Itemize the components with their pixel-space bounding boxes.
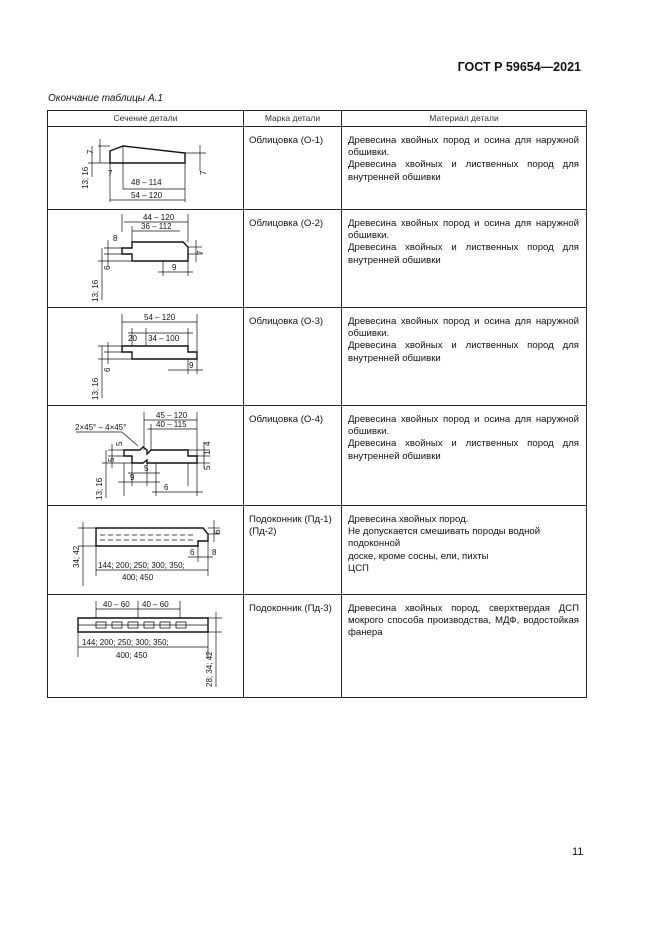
section-drawing-cell: [48, 127, 244, 210]
dim-label: 8: [113, 234, 118, 243]
dim-label: 6: [103, 265, 112, 270]
table-row: [48, 308, 587, 406]
dim-label: 6: [213, 529, 222, 534]
section-drawing-o2: [48, 210, 244, 307]
part-material: [342, 595, 587, 698]
dim-label: 400; 450: [116, 651, 148, 660]
material-line: ЦСП: [348, 562, 369, 574]
part-material: [342, 308, 587, 406]
part-material: [342, 406, 587, 506]
dim-label: 2×45° – 4×45°: [75, 423, 127, 432]
section-drawing-cell: [48, 595, 244, 698]
table-row: [48, 406, 587, 506]
material-line: Древесина хвойных и лиственных пород для внутренней обшивки: [348, 340, 579, 364]
dim-label: 45 – 120: [156, 411, 188, 420]
material-line: Древесина хвойных пород и осина для наружной обшивки.: [348, 135, 579, 159]
dim-label: 9: [130, 473, 135, 482]
material-line: Древесина хвойных и лиственных пород для внутренней обшивки: [348, 242, 579, 266]
dim-label: 54 – 120: [131, 191, 163, 200]
section-drawing-pd1: [48, 506, 244, 594]
material-line: Не допускается смешивать породы водной подоконной: [348, 526, 541, 550]
part-mark: Облицовка (О-2): [244, 210, 342, 308]
dim-label: 54 – 120: [144, 313, 176, 322]
dim-label: 5: [144, 464, 149, 473]
dim-label: 13; 16: [91, 377, 100, 400]
dim-label: 7: [199, 170, 208, 175]
dim-label: 13; 16: [91, 279, 100, 302]
dim-label: 5: [107, 457, 116, 462]
dim-label: 13; 16: [95, 477, 104, 500]
table-row: [48, 506, 587, 595]
material-line: Древесина хвойных пород.: [348, 514, 469, 525]
page-number: 11: [572, 846, 584, 858]
dim-label: 6: [190, 548, 195, 557]
section-drawing-o4: [48, 406, 244, 505]
dim-label: 34 – 100: [148, 334, 180, 343]
dim-label: 144; 200; 250; 300; 350;: [82, 638, 169, 647]
part-mark: Подоконник (Пд-1) (Пд-2): [244, 506, 342, 595]
dim-label: 20: [128, 334, 137, 343]
dim-label: 400; 450: [122, 573, 154, 582]
dim-label: 7: [196, 250, 205, 255]
dim-label: 44 – 120: [143, 213, 175, 222]
dim-label: 40 – 60: [103, 600, 130, 609]
table-row: [48, 595, 587, 698]
material-line: Древесина хвойных пород и осина для наружной обшивки.: [348, 218, 579, 242]
dim-label: 28; 34; 42: [205, 651, 214, 687]
part-mark: Облицовка (О-1): [244, 127, 342, 210]
table-row: [48, 210, 587, 308]
dim-label: 34; 42: [72, 545, 81, 568]
column-header-section: Сечение детали: [48, 111, 244, 127]
section-drawing-pd3: [48, 595, 244, 697]
table-header-row: [48, 111, 587, 127]
dim-label: 1: [203, 450, 212, 455]
section-drawing-cell: [48, 210, 244, 308]
dim-label: 6: [103, 367, 112, 372]
dim-label: 13; 16: [81, 166, 90, 189]
material-line: доске, кроме сосны, ели, пихты: [348, 550, 489, 562]
section-drawing-o3: [48, 308, 244, 405]
dim-label: 5: [203, 465, 212, 470]
dim-label: 9: [172, 263, 177, 272]
material-line: Древесина хвойных пород и осина для наружной обшивки.: [348, 414, 579, 438]
dim-label: 6: [164, 483, 169, 492]
column-header-mark: Марка детали: [244, 111, 342, 127]
dim-label: 5: [115, 441, 124, 446]
table-row: [48, 127, 587, 210]
material-line: Древесина хвойных и лиственных пород для внутренней обшивки: [348, 438, 579, 462]
dim-label: 7: [86, 149, 95, 154]
material-line: Древесина хвойных и лиственных пород для внутренней обшивки: [348, 159, 579, 183]
section-drawing-o1: [48, 127, 244, 209]
part-mark: Подоконник (Пд-3): [244, 595, 342, 698]
table-caption: Окончание таблицы А.1: [48, 93, 163, 104]
dim-label: 7: [108, 169, 113, 178]
standard-designation: ГОСТ Р 59654—2021: [457, 60, 581, 74]
dim-label: 36 – 112: [141, 222, 172, 231]
dim-label: 9: [189, 361, 194, 370]
dim-label: 144; 200; 250; 300; 350;: [98, 561, 185, 570]
part-mark: Облицовка (О-3): [244, 308, 342, 406]
dim-label: 4: [203, 441, 212, 446]
dim-label: 8: [212, 548, 217, 557]
part-material: [342, 127, 587, 210]
column-header-material: Материал детали: [342, 111, 587, 127]
parts-table: [47, 110, 587, 698]
part-material: [342, 210, 587, 308]
part-material: [342, 506, 587, 595]
material-line: Древесина хвойных пород и осина для наружной обшивки.: [348, 316, 579, 340]
dim-label: 40 – 60: [142, 600, 169, 609]
section-drawing-cell: [48, 308, 244, 406]
section-drawing-cell: [48, 406, 244, 506]
material-line: Древесина хвойных пород, сверхтвердая ДСП мокрого способа производства, МДФ, водостойкая фанера: [348, 603, 579, 639]
dim-label: 40 – 115: [156, 420, 187, 429]
section-drawing-cell: [48, 506, 244, 595]
part-mark: Облицовка (О-4): [244, 406, 342, 506]
dim-label: 48 – 114: [131, 178, 162, 187]
